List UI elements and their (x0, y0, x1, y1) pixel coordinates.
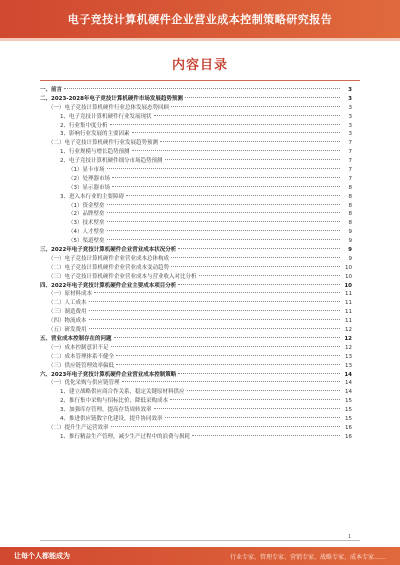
toc-entry-title: 2、电子竞技计算机硬件细分市场趋势预测 (60, 158, 163, 165)
toc-entry[interactable] (40, 317, 352, 326)
header-band (0, 0, 400, 38)
toc-heading: 内容目录 (171, 58, 228, 73)
toc-entry-page: 11 (345, 291, 352, 298)
toc-entry-page: 10 (345, 264, 352, 271)
toc-entry[interactable] (40, 433, 352, 442)
toc-leader-dots (178, 248, 340, 249)
toc-entry[interactable] (40, 326, 352, 335)
toc-leader-dots (64, 88, 340, 89)
footer-band (0, 547, 400, 565)
toc-leader-dots (111, 426, 340, 427)
toc-entry-page: 3 (348, 87, 352, 93)
toc-entry-title: 六、2023年电子竞技计算机硬件企业营业成本控制策略 (40, 371, 177, 378)
toc-entry-page: 13 (345, 362, 352, 369)
toc-entry-title: 四、2022年电子竞技计算机硬件企业主要成本项目分析 (40, 282, 177, 289)
toc-entry-page: 8 (348, 184, 352, 191)
toc-entry-title: 3、影响行业发展的主要因素 (60, 131, 130, 138)
toc-entry[interactable] (40, 184, 352, 193)
toc-entry-page: 11 (345, 300, 352, 307)
toc-entry[interactable] (40, 166, 352, 175)
toc-leader-dots (126, 195, 340, 196)
toc-leader-dots (178, 284, 340, 285)
toc-entry-title: 3、加强库存管理，提高存货周转效率 (60, 407, 152, 414)
toc-entry-title: （2）处理器市场 (68, 175, 110, 182)
toc-leader-dots (112, 177, 340, 178)
toc-entry-page: 7 (348, 175, 352, 182)
toc-entry-title: （1）显卡市场 (68, 167, 105, 174)
toc-entry-page: 8 (348, 202, 352, 209)
toc-entry-page: 12 (344, 335, 352, 342)
toc-entry[interactable] (40, 353, 352, 362)
toc-entry[interactable] (40, 308, 352, 317)
toc-entry[interactable] (40, 290, 352, 299)
toc-entry-title: 一、前言 (40, 87, 63, 93)
toc-entry[interactable] (40, 379, 352, 388)
toc-entry-title: （一）优化采购与供应链管理 (48, 380, 120, 387)
toc-leader-dots (171, 106, 340, 107)
toc-entry-title: （三）制造费用 (48, 309, 87, 316)
toc-entry-title: （1）资金壁垒 (68, 202, 105, 209)
toc-entry-title: 1、推行精益生产管理，减少生产过程中的浪费与损耗 (60, 433, 191, 440)
toc-entry-page: 7 (348, 140, 352, 147)
toc-leader-dots (192, 435, 340, 436)
toc-entry-title: （一）电子竞技计算机硬件行业总体发展态势回顾 (48, 104, 170, 111)
toc-entry[interactable] (40, 237, 352, 246)
toc-leader-dots (116, 355, 340, 356)
toc-entry-title: （3）显示器市场 (68, 184, 110, 191)
toc-entry-page: 11 (345, 318, 352, 325)
toc-entry[interactable] (40, 362, 352, 371)
toc-entry-page: 12 (345, 344, 352, 351)
toc-entry-title: （一）电子竞技计算机硬件企业营业成本总体构成 (48, 255, 170, 262)
toc-entry[interactable] (40, 139, 352, 148)
toc-leader-dots (89, 319, 340, 320)
toc-leader-dots (171, 266, 340, 267)
toc-entry-page: 14 (345, 389, 352, 396)
toc-leader-dots (199, 275, 340, 276)
toc-entry-page: 3 (348, 104, 352, 111)
toc-entry-title: 1、电子竞技计算机硬件行业发展现状 (60, 113, 152, 120)
toc-entry[interactable] (40, 193, 352, 202)
toc-entry[interactable] (40, 335, 352, 344)
toc-entry[interactable] (40, 202, 352, 211)
toc-entry-title: （5）渠道壁垒 (68, 238, 105, 245)
toc-entry-page: 7 (348, 167, 352, 174)
toc-leader-dots (165, 159, 340, 160)
toc-entry-title: （二）提升生产运营效率 (48, 424, 109, 431)
toc-entry[interactable] (40, 113, 352, 122)
toc-entry[interactable] (40, 228, 352, 237)
toc-entry-page: 15 (345, 415, 352, 422)
toc-entry[interactable] (40, 130, 352, 139)
toc-entry-page: 9 (348, 229, 352, 236)
toc-entry[interactable] (40, 122, 352, 131)
toc-entry-page: 11 (345, 309, 352, 316)
toc-entry-page: 14 (345, 380, 352, 387)
toc-entry-title: 1、行业规模与增长趋势预测 (60, 149, 130, 156)
footer-divider (40, 540, 360, 541)
toc-entry[interactable] (40, 397, 352, 406)
toc-entry-page: 8 (348, 211, 352, 218)
toc-entry[interactable] (40, 273, 352, 282)
toc-entry-page: 8 (348, 220, 352, 227)
toc-entry[interactable] (40, 388, 352, 397)
toc-leader-dots (114, 337, 340, 338)
toc-entry-title: （四）物流成本 (48, 318, 87, 325)
toc-entry-page: 10 (345, 273, 352, 280)
toc-entry[interactable] (40, 86, 352, 95)
header-accent-line (0, 38, 400, 41)
toc-entry-title: （五）研发费用 (48, 327, 87, 334)
toc-entry[interactable] (40, 424, 352, 433)
toc-leader-dots (187, 390, 340, 391)
toc-leader-dots (178, 373, 340, 374)
toc-entry-page: 12 (345, 327, 352, 334)
toc-entry-page: 3 (348, 122, 352, 129)
toc-entry[interactable] (40, 344, 352, 353)
toc-leader-dots (132, 132, 340, 133)
footer-tagline: 行业专家、管理专家、营销专家、战略专家、成本专家…… (229, 553, 386, 561)
toc-entry-page: 9 (348, 247, 352, 254)
toc-leader-dots (107, 212, 341, 213)
toc-entry-page: 13 (345, 353, 352, 360)
toc-entry[interactable] (40, 104, 352, 113)
toc-entry-title: （一）原材料成本 (48, 291, 93, 298)
toc-entry-page: 14 (344, 371, 352, 378)
toc-entry-page: 3 (348, 113, 352, 120)
toc-entry-page: 7 (348, 149, 352, 156)
footer-slogan: 让每个人都能成为 (14, 552, 70, 560)
toc-entry[interactable] (40, 406, 352, 415)
toc-entry-title: 五、营业成本控制存在的问题 (40, 335, 112, 342)
toc-entry[interactable] (40, 219, 352, 228)
toc-leader-dots (107, 230, 341, 231)
toc-entry-title: （3）技术壁垒 (68, 220, 105, 227)
toc-entry[interactable] (40, 282, 352, 291)
toc-leader-dots (111, 346, 340, 347)
report-title: 电子竞技计算机硬件企业营业成本控制策略研究报告 (67, 13, 333, 26)
toc-entry[interactable] (40, 246, 352, 255)
toc-entry-title: （二）成本管理体系不健全 (48, 353, 115, 360)
toc-entry-page: 10 (344, 282, 352, 289)
table-of-contents (40, 86, 352, 442)
toc-entry-title: （三）供应链管理效率偏低 (48, 362, 115, 369)
toc-leader-dots (122, 381, 340, 382)
toc-leader-dots (154, 115, 340, 116)
toc-entry[interactable] (40, 299, 352, 308)
toc-leader-dots (89, 310, 340, 311)
toc-entry-page: 3 (348, 95, 352, 102)
toc-entry-title: （二）人工成本 (48, 300, 87, 307)
toc-entry-page: 9 (348, 255, 352, 262)
toc-leader-dots (171, 257, 340, 258)
toc-entry-page: 15 (345, 407, 352, 414)
toc-entry-page: 16 (345, 433, 352, 440)
toc-leader-dots (132, 150, 340, 151)
toc-entry[interactable] (40, 175, 352, 184)
toc-leader-dots (160, 141, 340, 142)
toc-leader-dots (110, 124, 341, 125)
toc-entry-title: （4）人才壁垒 (68, 229, 105, 236)
toc-leader-dots (107, 168, 341, 169)
toc-leader-dots (107, 239, 341, 240)
toc-leader-dots (94, 292, 340, 293)
toc-leader-dots (165, 417, 340, 418)
toc-entry-title: 2、推行集中采购与招标比价，降低采购成本 (60, 398, 169, 405)
toc-entry-title: （一）成本控制意识不足 (48, 344, 109, 351)
toc-entry-title: （三）电子竞技计算机硬件企业营业成本与营业收入对比分析 (48, 273, 197, 280)
toc-entry-page: 15 (345, 398, 352, 405)
toc-divider (40, 80, 360, 81)
toc-leader-dots (89, 328, 340, 329)
toc-leader-dots (170, 399, 340, 400)
toc-entry[interactable] (40, 210, 352, 219)
toc-entry-title: 3、进入本行业的主要障碍 (60, 193, 125, 200)
toc-leader-dots (112, 186, 340, 187)
toc-entry-page: 3 (348, 131, 352, 138)
toc-entry[interactable] (40, 264, 352, 273)
toc-entry[interactable] (40, 95, 352, 104)
toc-entry-title: 二、2023-2028年电子竞技计算机硬件市场发展趋势预测 (40, 95, 183, 102)
toc-entry-page: 9 (348, 238, 352, 245)
toc-entry[interactable] (40, 157, 352, 166)
toc-entry[interactable] (40, 371, 352, 380)
toc-entry-page: 16 (345, 424, 352, 431)
toc-leader-dots (89, 301, 340, 302)
toc-entry-title: 2、行业集中度分析 (60, 122, 108, 129)
toc-entry[interactable] (40, 255, 352, 264)
toc-leader-dots (185, 97, 340, 98)
page-number: 1 (348, 534, 352, 540)
toc-entry-title: 1、建立战略供应商合作关系，稳定关键原材料供应 (60, 389, 185, 396)
toc-entry-title: （二）电子竞技计算机硬件行业发展趋势预测 (48, 140, 159, 147)
toc-entry-page: 7 (348, 158, 352, 165)
toc-entry-title: （2）品牌壁垒 (68, 211, 105, 218)
toc-entry-title: 4、推进供应链数字化建设，提升协同效率 (60, 415, 163, 422)
toc-leader-dots (107, 204, 341, 205)
toc-leader-dots (116, 364, 340, 365)
toc-entry-title: （二）电子竞技计算机硬件企业营业成本变动趋势 (48, 264, 170, 271)
toc-entry[interactable] (40, 148, 352, 157)
toc-entry[interactable] (40, 415, 352, 424)
toc-leader-dots (107, 221, 341, 222)
toc-leader-dots (154, 408, 340, 409)
toc-entry-title: 三、2022年电子竞技计算机硬件企业营业成本状况分析 (40, 247, 177, 254)
toc-entry-page: 8 (348, 193, 352, 200)
